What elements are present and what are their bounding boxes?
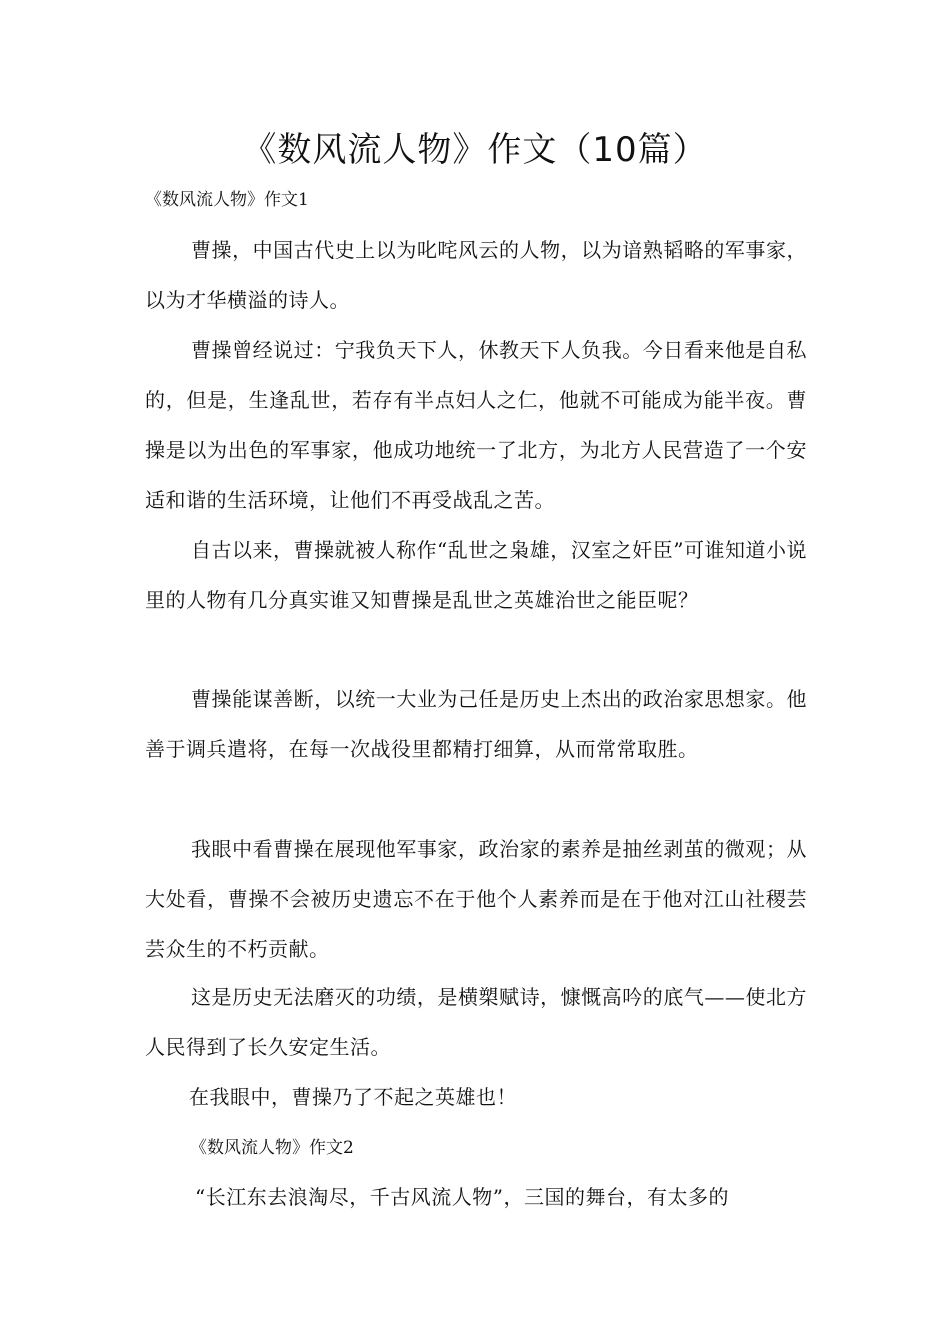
paragraph-1: 曹操，中国古代史上以为叱咤风云的人物，以为谙熟韬略的军事家，以为才华横溢的诗人。 xyxy=(145,238,807,312)
document-title: 《数风流人物》作文（10篇） xyxy=(242,130,708,170)
section-heading-1: 《数风流人物》作文1 xyxy=(145,190,309,210)
paragraph-8: “长江东去浪淘尽，千古风流人物”，三国的舞台，有太多的 xyxy=(195,1185,729,1209)
paragraph-4: 曹操能谋善断，以统一大业为己任是历史上杰出的政治家思想家。他善于调兵遣将，在每一次战役里都精打细算，从而常常取胜。 xyxy=(145,687,807,761)
paragraph-5: 我眼中看曹操在展现他军事家，政治家的素养是抽丝剥茧的微观；从大处看，曹操不会被历史遗忘不在于他个人素养而是在于他对江山社稷芸芸众生的不朽贡献。 xyxy=(145,837,807,961)
paragraph-7: 在我眼中，曹操乃了不起之英雄也！ xyxy=(189,1085,517,1109)
paragraph-3: 自古以来，曹操就被人称作“乱世之枭雄，汉室之奸臣”可谁知道小说里的人物有几分真实谁又知曹操是乱世之英雄治世之能臣呢？ xyxy=(145,538,807,612)
section-heading-2: 《数风流人物》作文2 xyxy=(190,1138,354,1158)
paragraph-2: 曹操曾经说过：宁我负天下人，休教天下人负我。今日看来他是自私的，但是，生逢乱世，若存有半点妇人之仁，他就不可能成为能半夜。曹操是以为出色的军事家，他成功地统一了北方，为北方人民营造了一个安适和谐的生活环境，让他们不再受战乱之苦。 xyxy=(145,338,807,512)
paragraph-6: 这是历史无法磨灭的功绩，是横槊赋诗，慷慨高吟的底气——使北方人民得到了长久安定生活。 xyxy=(145,985,807,1059)
